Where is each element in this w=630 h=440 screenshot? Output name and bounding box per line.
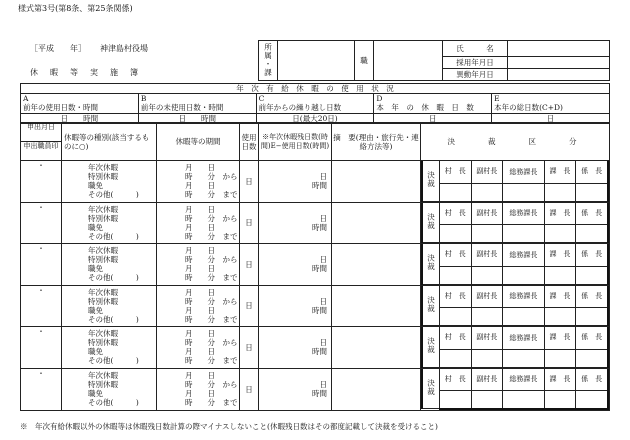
approver-stamp-box[interactable] — [503, 183, 545, 201]
remaining-hour: 時間 — [312, 389, 327, 398]
kind-option[interactable]: 特別休暇 — [88, 213, 118, 223]
approver-stamp-box[interactable] — [503, 308, 545, 326]
remaining-hour: 時間 — [312, 347, 327, 357]
usage-heading: 年 次 有 給 休 暇 の 使 用 状 況 — [21, 84, 610, 94]
approver-stamp-box[interactable] — [471, 183, 503, 201]
usage-col-label — [492, 94, 610, 114]
record-period-cell[interactable] — [157, 244, 240, 286]
record-dot: ・ — [37, 161, 45, 170]
record-dot: ・ — [37, 327, 45, 336]
approver-stamp-box[interactable] — [471, 308, 503, 326]
approver-title: 課 長 — [544, 369, 576, 391]
approver-title: 村 長 — [440, 327, 472, 349]
remaining-header: ※年次休暇残日数(時間)E−使用日数(時間) — [259, 123, 332, 161]
approver-stamp-box[interactable] — [544, 266, 576, 284]
record-kind-cell[interactable] — [62, 368, 157, 410]
record-kind-cell[interactable] — [62, 327, 157, 369]
period-line: 時 分 から — [185, 213, 238, 223]
record-dot: ・ — [37, 244, 45, 253]
record-row — [21, 285, 610, 327]
ido-label: 異動年月日 — [443, 69, 508, 81]
record-kessai-cell — [421, 368, 610, 410]
remaining-day: 日 — [319, 172, 327, 182]
remaining-hour: 時間 — [312, 264, 327, 274]
record-kessai-cell — [421, 285, 610, 327]
record-kessai-cell — [421, 202, 610, 244]
usage-col-label — [256, 94, 374, 114]
record-date-cell[interactable] — [21, 244, 62, 286]
record-remaining-cell[interactable] — [259, 244, 332, 286]
period-line: 時 分 まで — [185, 398, 238, 407]
period-line: 月 日 — [185, 222, 215, 232]
approver-stamp-box[interactable] — [544, 183, 576, 201]
kessai-label — [422, 161, 440, 201]
period-line: 月 日 — [185, 305, 215, 315]
kind-option[interactable]: 特別休暇 — [88, 296, 118, 306]
kessai-text: 決裁 — [426, 337, 436, 355]
ido-field[interactable] — [508, 69, 610, 81]
record-summary-cell[interactable] — [332, 368, 421, 410]
period-line: 時 分 から — [185, 296, 238, 306]
shozoku-label: 所属・課 — [263, 42, 273, 77]
approver-stamp-box[interactable] — [440, 349, 472, 367]
kessai-label — [422, 244, 440, 284]
record-period-cell[interactable] — [157, 327, 240, 369]
approver-title: 係 長 — [576, 161, 608, 183]
record-dot: ・ — [37, 202, 45, 212]
usage-col-text: 本 年 の 休 暇 日 数 — [376, 103, 474, 112]
usage-col-text: 本年の総日数(C+D) — [494, 103, 563, 112]
approver-title: 村 長 — [440, 369, 472, 391]
approver-title: 村 長 — [440, 286, 472, 308]
period-line: 月 日 — [185, 329, 215, 339]
kind-option[interactable]: その他( ) — [88, 273, 139, 283]
usage-col-unit[interactable]: 日(最大20日) — [256, 114, 374, 124]
approver-title: 総務課長 — [503, 244, 545, 266]
kind-option[interactable]: 職免 — [88, 222, 103, 232]
approver-title: 村 長 — [440, 203, 472, 225]
approver-stamp-box[interactable] — [440, 308, 472, 326]
record-period-cell[interactable] — [157, 161, 240, 203]
record-summary-cell[interactable] — [332, 202, 421, 244]
approver-title: 課 長 — [544, 327, 576, 349]
period-line: 時 分 まで — [185, 273, 238, 283]
kind-option[interactable]: 職免 — [88, 347, 103, 357]
kind-option[interactable]: その他( ) — [88, 231, 139, 241]
record-kind-cell[interactable] — [62, 161, 157, 203]
record-date-cell[interactable] — [21, 285, 62, 327]
remaining-hour: 時間 — [312, 305, 327, 315]
approver-stamp-box[interactable] — [544, 308, 576, 326]
record-period-cell[interactable] — [157, 202, 240, 244]
usage-col-letter: A — [23, 94, 29, 103]
usage-col-text: 前年の使用日数・時間 — [23, 103, 98, 112]
approver-title: 係 長 — [576, 244, 608, 266]
kessai-text: 決裁 — [426, 295, 436, 313]
kind-option[interactable]: 特別休暇 — [88, 380, 118, 389]
usage-col-unit[interactable]: 日 時間 — [138, 114, 256, 124]
approver-title: 課 長 — [544, 244, 576, 266]
remaining-day: 日 — [319, 255, 327, 265]
remaining-hour: 時間 — [312, 222, 327, 232]
shoku-field[interactable] — [374, 41, 443, 81]
record-row — [21, 327, 610, 369]
record-remaining-cell[interactable] — [259, 161, 332, 203]
period-line: 月 日 — [185, 163, 215, 173]
leave-record-table — [20, 122, 610, 411]
approver-stamp-box[interactable] — [440, 183, 472, 201]
kind-option[interactable]: 年次休暇 — [88, 163, 118, 173]
usage-col-label — [138, 94, 256, 114]
period-line: 時 分 から — [185, 255, 238, 265]
approver-title: 係 長 — [576, 203, 608, 225]
kind-option[interactable]: 年次休暇 — [88, 287, 118, 297]
usage-col-text: 前年からの繰り越し日数 — [258, 103, 342, 112]
approver-title: 係 長 — [576, 369, 608, 391]
page-title: 休 暇 等 実 施 簿 — [30, 68, 140, 77]
saiyo-field[interactable] — [508, 57, 610, 69]
kessai-label — [422, 286, 440, 326]
approver-title: 副村長 — [471, 203, 503, 225]
record-row — [21, 368, 610, 410]
approver-stamp-box[interactable] — [503, 225, 545, 243]
record-days-cell[interactable]: 日 — [240, 285, 259, 327]
record-days-cell[interactable]: 日 — [240, 161, 259, 203]
record-period-cell[interactable] — [157, 285, 240, 327]
usage-col-unit[interactable]: 日 時間 — [21, 114, 139, 124]
usage-col-letter: C — [258, 94, 265, 103]
approver-stamp-box[interactable] — [440, 391, 472, 409]
kessai-text: 決裁 — [426, 212, 436, 230]
remaining-day: 日 — [319, 338, 327, 348]
approver-stamp-box[interactable] — [440, 225, 472, 243]
usage-table — [20, 83, 610, 124]
approver-title: 総務課長 — [503, 161, 545, 183]
remaining-day: 日 — [319, 296, 327, 306]
shoku-label: 職 — [355, 41, 374, 81]
record-summary-cell[interactable] — [332, 161, 421, 203]
usage-col-letter: D — [376, 94, 383, 103]
remaining-hour: 時間 — [312, 181, 327, 191]
approver-stamp-box[interactable] — [503, 349, 545, 367]
period-line: 月 日 — [185, 287, 215, 297]
kind-option[interactable]: 職免 — [88, 264, 103, 274]
approver-title: 総務課長 — [503, 327, 545, 349]
record-remaining-cell[interactable] — [259, 285, 332, 327]
period-line: 時 分 まで — [185, 314, 238, 324]
approver-title: 課 長 — [544, 203, 576, 225]
record-row — [21, 161, 610, 203]
kind-option[interactable]: 年次休暇 — [88, 204, 118, 214]
approver-title: 総務課長 — [503, 203, 545, 225]
kind-option[interactable]: 特別休暇 — [88, 255, 118, 265]
kind-option[interactable]: 特別休暇 — [88, 338, 118, 348]
summary-header: 摘 要(理由・旅行先・連絡方法等) — [332, 123, 421, 161]
kind-option[interactable]: その他( ) — [88, 190, 139, 200]
period-line: 時 分 から — [185, 172, 238, 182]
record-summary-cell[interactable] — [332, 244, 421, 286]
kind-option[interactable]: 年次休暇 — [88, 329, 118, 339]
record-kessai-cell — [421, 161, 610, 203]
usage-col-text: 前年の未使用日数・時間 — [140, 103, 224, 112]
period-line: 月 日 — [185, 181, 215, 191]
approver-stamp-box[interactable] — [576, 266, 608, 284]
shinsei-date-label: 申出月日 — [21, 123, 61, 142]
approver-title: 課 長 — [544, 286, 576, 308]
approver-stamp-box[interactable] — [471, 266, 503, 284]
approver-stamp-box[interactable] — [576, 308, 608, 326]
office-name: 神津島村役場 — [100, 44, 148, 53]
year-label: ［平成 年］ — [30, 44, 86, 53]
record-summary-cell[interactable] — [332, 285, 421, 327]
usage-col-unit[interactable]: 日 — [374, 114, 492, 124]
period-line: 時 分 から — [185, 380, 238, 389]
kind-option[interactable]: その他( ) — [88, 398, 139, 407]
kessai-text: 決裁 — [426, 171, 436, 189]
saiyo-label: 採用年月日 — [443, 57, 508, 69]
period-line: 時 分 まで — [185, 190, 238, 200]
usage-col-label — [21, 94, 139, 114]
approver-title: 村 長 — [440, 244, 472, 266]
record-remaining-cell[interactable] — [259, 368, 332, 410]
record-days-cell[interactable]: 日 — [240, 202, 259, 244]
approver-stamp-box[interactable] — [576, 391, 608, 409]
approver-title: 総務課長 — [503, 286, 545, 308]
period-header: 休暇等の期間 — [157, 123, 240, 161]
record-days-cell[interactable]: 日 — [240, 244, 259, 286]
kind-option[interactable]: 年次休暇 — [88, 371, 118, 380]
days-header: 使用日数 — [240, 123, 259, 161]
period-line: 月 日 — [185, 264, 215, 274]
period-line: 月 日 — [185, 347, 215, 357]
approver-stamp-box[interactable] — [440, 266, 472, 284]
approver-stamp-box[interactable] — [471, 225, 503, 243]
record-summary-cell[interactable] — [332, 327, 421, 369]
usage-col-label — [374, 94, 492, 114]
record-date-cell[interactable] — [21, 327, 62, 369]
record-kessai-cell — [421, 327, 610, 369]
record-date-cell[interactable] — [21, 161, 62, 203]
record-remaining-cell[interactable] — [259, 327, 332, 369]
kessai-text: 決裁 — [426, 378, 436, 396]
approver-title: 総務課長 — [503, 369, 545, 391]
remaining-day: 日 — [319, 380, 327, 389]
period-line: 月 日 — [185, 246, 215, 256]
kind-option[interactable]: その他( ) — [88, 314, 139, 324]
record-date-cell[interactable] — [21, 368, 62, 410]
kessai-label — [422, 203, 440, 243]
approver-title: 副村長 — [471, 244, 503, 266]
approver-title: 副村長 — [471, 327, 503, 349]
approver-title: 副村長 — [471, 161, 503, 183]
record-date-cell[interactable] — [21, 202, 62, 244]
kessai-header: 決 裁 区 分 — [421, 123, 610, 161]
usage-col-unit[interactable]: 日 — [492, 114, 610, 124]
period-line: 時 分 まで — [185, 356, 238, 366]
record-kind-cell[interactable] — [62, 202, 157, 244]
kessai-text: 決裁 — [426, 254, 436, 272]
approver-stamp-box[interactable] — [544, 225, 576, 243]
kind-option[interactable]: 職免 — [88, 305, 103, 315]
approver-stamp-box[interactable] — [544, 391, 576, 409]
approver-stamp-box[interactable] — [503, 266, 545, 284]
record-dot: ・ — [37, 285, 45, 295]
period-line: 月 日 — [185, 371, 215, 380]
kind-option[interactable]: 特別休暇 — [88, 172, 118, 182]
record-row — [21, 202, 610, 244]
kind-option[interactable]: 年次休暇 — [88, 246, 118, 256]
kind-header: 休暇等の種別(該当するものに○) — [62, 123, 157, 161]
record-days-cell[interactable]: 日 — [240, 327, 259, 369]
kessai-label — [422, 369, 440, 409]
approver-stamp-box[interactable] — [471, 349, 503, 367]
approver-stamp-box[interactable] — [576, 225, 608, 243]
approver-title: 係 長 — [576, 327, 608, 349]
record-period-cell[interactable] — [157, 368, 240, 410]
approver-title: 副村長 — [471, 286, 503, 308]
employee-info-table — [258, 40, 610, 81]
shimei-label: 氏 名 — [443, 41, 508, 57]
record-remaining-cell[interactable] — [259, 202, 332, 244]
approver-stamp-box[interactable] — [576, 349, 608, 367]
record-dot: ・ — [37, 368, 45, 378]
approver-title: 係 長 — [576, 286, 608, 308]
usage-col-letter: E — [494, 94, 500, 103]
approver-stamp-box[interactable] — [471, 391, 503, 409]
shozoku-field[interactable] — [278, 41, 355, 81]
period-line: 月 日 — [185, 389, 215, 398]
form-number: 様式第3号(第8条、第25条関係) — [18, 4, 133, 13]
remaining-day: 日 — [319, 213, 327, 223]
period-line: 時 分 から — [185, 338, 238, 348]
record-kind-cell[interactable] — [62, 285, 157, 327]
footnote: ※ 年次有給休暇以外の休暇等は休暇残日数計算の際マイナスしないこと(休暇残日数はその都度記載して決裁を受けること) — [20, 422, 438, 431]
record-kessai-cell — [421, 244, 610, 286]
record-days-cell[interactable]: 日 — [240, 368, 259, 410]
kind-option[interactable]: その他( ) — [88, 356, 139, 366]
approver-title: 課 長 — [544, 161, 576, 183]
record-kind-cell[interactable] — [62, 244, 157, 286]
approver-title: 村 長 — [440, 161, 472, 183]
period-line: 月 日 — [185, 204, 215, 214]
approver-stamp-box[interactable] — [576, 183, 608, 201]
record-row — [21, 244, 610, 286]
approver-title: 副村長 — [471, 369, 503, 391]
shimei-field[interactable] — [508, 41, 610, 57]
approver-stamp-box[interactable] — [503, 391, 545, 409]
kind-option[interactable]: 職免 — [88, 389, 103, 398]
usage-col-letter: B — [140, 94, 147, 103]
approver-stamp-box[interactable] — [544, 349, 576, 367]
shinsei-stamp-label: 申出職員印 — [23, 142, 59, 150]
period-line: 時 分 まで — [185, 231, 238, 241]
kessai-label — [422, 327, 440, 367]
kind-option[interactable]: 職免 — [88, 181, 103, 191]
